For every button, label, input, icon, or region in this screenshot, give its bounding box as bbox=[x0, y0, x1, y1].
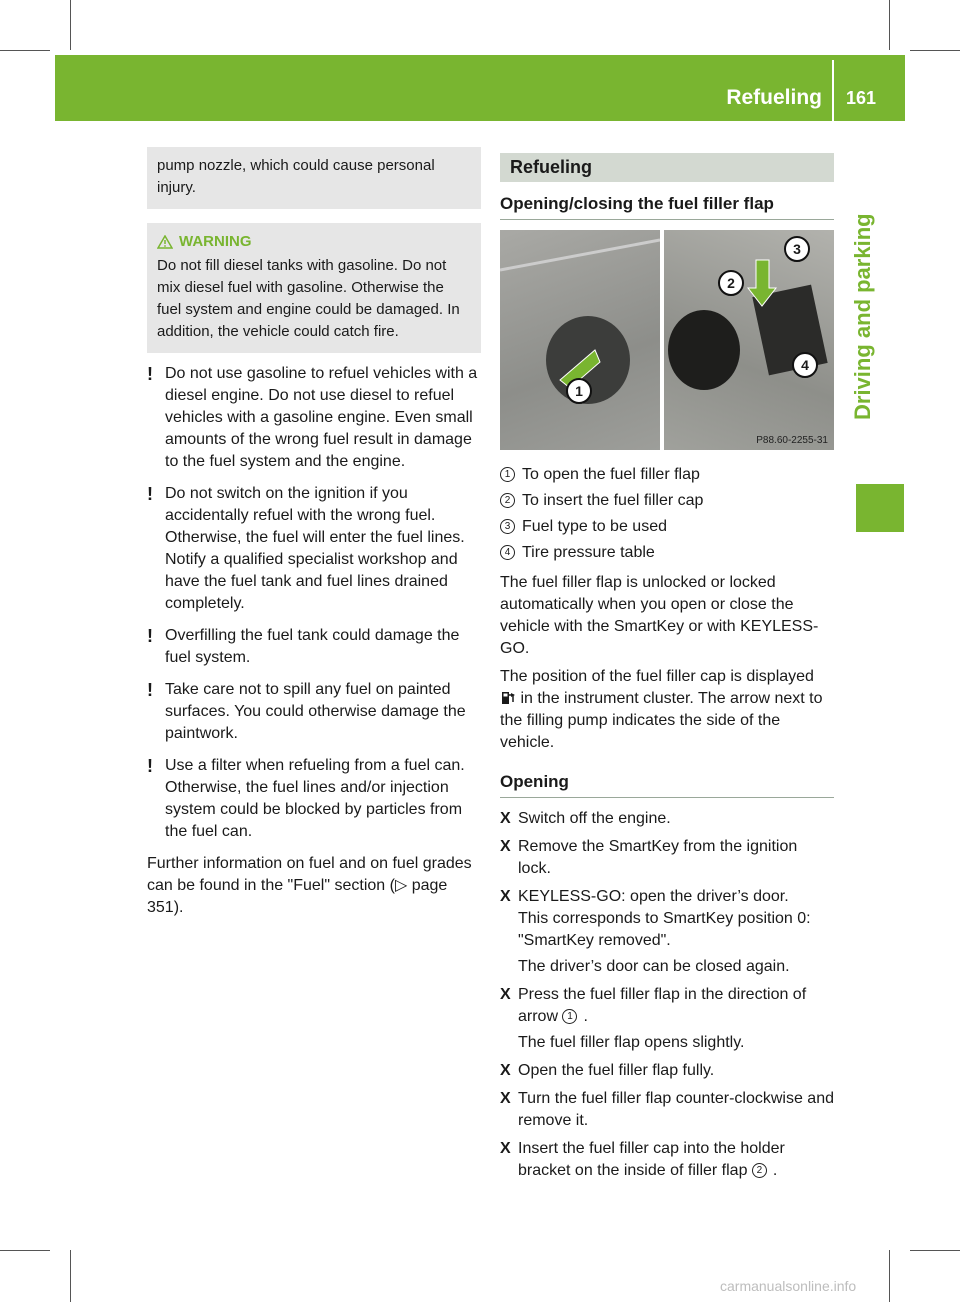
note-item bbox=[147, 363, 481, 473]
step-item bbox=[500, 886, 834, 908]
callout-2: 2 bbox=[718, 270, 744, 296]
fuel-flap-photo bbox=[500, 230, 834, 450]
crop-mark bbox=[70, 0, 71, 50]
step-marker-icon: X bbox=[500, 1062, 511, 1079]
note-item bbox=[147, 755, 481, 843]
crop-mark bbox=[889, 0, 890, 50]
page-number: 161 bbox=[846, 88, 877, 108]
note-item bbox=[147, 483, 481, 615]
callout-number: 4 bbox=[500, 545, 515, 560]
step-text: Insert the fuel filler cap into the holder bracket on the inside of filler flap bbox=[518, 1140, 785, 1179]
crop-mark bbox=[910, 1250, 960, 1251]
step-text: Turn the fuel filler flap counter-clockwise and remove it. bbox=[518, 1090, 834, 1129]
crop-mark bbox=[70, 1250, 71, 1302]
closed-flap-illustration bbox=[500, 230, 660, 450]
notice-icon: ! bbox=[147, 756, 153, 776]
notice-icon: ! bbox=[147, 364, 153, 384]
photo-legend bbox=[500, 462, 834, 566]
fuel-pump-icon bbox=[500, 690, 516, 706]
step-item bbox=[500, 1060, 834, 1082]
paragraph-cap-position bbox=[500, 666, 834, 754]
legend-text: To open the fuel filler flap bbox=[522, 466, 700, 483]
warning-text: Do not fill diesel tanks with gasoline. Do not mix diesel fuel with gasoline. Otherwise the fuel system and engine could be damaged. In addition, the vehicle could catch fire. bbox=[157, 257, 460, 340]
step-item bbox=[500, 808, 834, 830]
callout-1: 1 bbox=[566, 378, 592, 404]
subsection-heading: Opening/closing the fuel filler flap bbox=[500, 194, 834, 220]
legend-item bbox=[500, 540, 834, 566]
side-tab-block bbox=[856, 484, 904, 532]
paragraph-unlock: The fuel filler flap is unlocked or locked automatically when you open or close the vehicle with the SmartKey or with KEYLESS-GO. bbox=[500, 574, 819, 657]
step-text: Remove the SmartKey from the ignition lock. bbox=[518, 838, 798, 877]
legend-text: Fuel type to be used bbox=[522, 518, 667, 535]
crop-mark bbox=[0, 1250, 50, 1251]
crop-mark bbox=[0, 50, 50, 51]
step-result: The driver’s door can be closed again. bbox=[518, 958, 790, 975]
crop-mark bbox=[910, 50, 960, 51]
step-text: KEYLESS-GO: open the driver’s door. bbox=[518, 888, 789, 905]
legend-item bbox=[500, 488, 834, 514]
warning-heading bbox=[157, 231, 471, 253]
step-text: Open the fuel filler flap fully. bbox=[518, 1062, 715, 1079]
open-flap-illustration bbox=[664, 230, 834, 450]
step-item bbox=[500, 836, 834, 880]
step-text: Switch off the engine. bbox=[518, 810, 671, 827]
legend-text: To insert the fuel filler cap bbox=[522, 492, 704, 509]
right-column bbox=[500, 153, 834, 1182]
info-box bbox=[147, 147, 481, 209]
callout-number: 2 bbox=[752, 1163, 767, 1178]
opening-heading: Opening bbox=[500, 772, 834, 798]
legend-item bbox=[500, 462, 834, 488]
step-marker-icon: X bbox=[500, 888, 511, 905]
cross-reference-text: Further information on fuel and on fuel grades can be found in the "Fuel" section (▷ page 351). bbox=[147, 855, 472, 916]
photo-closed-flap bbox=[500, 230, 660, 450]
warning-box bbox=[147, 223, 481, 353]
note-text: Overfilling the fuel tank could damage the fuel system. bbox=[165, 627, 460, 666]
left-column bbox=[147, 147, 481, 919]
callout-number: 1 bbox=[562, 1009, 577, 1024]
watermark[interactable]: carmanualsonline.info bbox=[720, 1278, 857, 1294]
step-marker-icon: X bbox=[500, 986, 511, 1003]
notice-icon: ! bbox=[147, 484, 153, 504]
step-marker-icon: X bbox=[500, 838, 511, 855]
note-text: Use a filter when refueling from a fuel can. Otherwise, the fuel lines and/or injection system could be blocked by particles from the fuel can. bbox=[165, 757, 465, 840]
step-item bbox=[500, 1088, 834, 1132]
notice-icon: ! bbox=[147, 626, 153, 646]
step-text: Press the fuel filler flap in the direction of arrow bbox=[518, 986, 807, 1025]
note-item bbox=[147, 625, 481, 669]
note-text: Take care not to spill any fuel on painted surfaces. You could otherwise damage the paintwork. bbox=[165, 681, 466, 742]
section-heading: Refueling bbox=[500, 153, 834, 182]
callout-3: 3 bbox=[784, 236, 810, 262]
header-divider bbox=[832, 60, 834, 121]
crop-mark bbox=[889, 1250, 890, 1302]
callout-4: 4 bbox=[792, 352, 818, 378]
callout-number: 3 bbox=[500, 519, 515, 534]
paragraph-lead: The position of the fuel filler cap is displayed bbox=[500, 668, 814, 685]
note-text: Do not use gasoline to refuel vehicles with a diesel engine. Do not use diesel to refuel vehicles with a gasoline engine. Even small amounts of the wrong fuel result in damage to the fuel system and the engine. bbox=[165, 365, 478, 470]
steps-list bbox=[500, 808, 834, 1182]
step-result: The fuel filler flap opens slightly. bbox=[518, 1034, 745, 1051]
side-tab-label: Driving and parking bbox=[850, 213, 875, 420]
note-item bbox=[147, 679, 481, 745]
step-item: X Press the fuel filler flap in the direction of arrow 1 . bbox=[500, 984, 834, 1028]
notice-icon: ! bbox=[147, 680, 153, 700]
callout-number: 2 bbox=[500, 493, 515, 508]
step-marker-icon: X bbox=[500, 1140, 511, 1157]
page-title: Refueling bbox=[726, 86, 822, 109]
photo-code: P88.60-2255-31 bbox=[756, 435, 828, 446]
photo-open-flap bbox=[664, 230, 834, 450]
warning-triangle-icon bbox=[157, 235, 173, 249]
step-result: This corresponds to SmartKey position 0: "SmartKey removed". bbox=[518, 910, 811, 949]
note-text: Do not switch on the ignition if you accidentally refuel with the wrong fuel. Otherwise, the fuel will enter the fuel lines. Notify a qualified specialist workshop and have the fuel tank and fuel lines drained completely. bbox=[165, 485, 465, 612]
warning-label: WARNING bbox=[179, 233, 252, 250]
callout-number: 1 bbox=[500, 467, 515, 482]
step-marker-icon: X bbox=[500, 810, 511, 827]
step-item: X Insert the fuel filler cap into the holder bracket on the inside of filler flap 2 . bbox=[500, 1138, 834, 1182]
info-box-text: pump nozzle, which could cause personal injury. bbox=[157, 157, 435, 196]
legend-item bbox=[500, 514, 834, 540]
paragraph-rest: in the instrument cluster. The arrow next to the filling pump indicates the side of the vehicle. bbox=[500, 690, 823, 751]
step-marker-icon: X bbox=[500, 1090, 511, 1107]
legend-text: Tire pressure table bbox=[522, 544, 655, 561]
